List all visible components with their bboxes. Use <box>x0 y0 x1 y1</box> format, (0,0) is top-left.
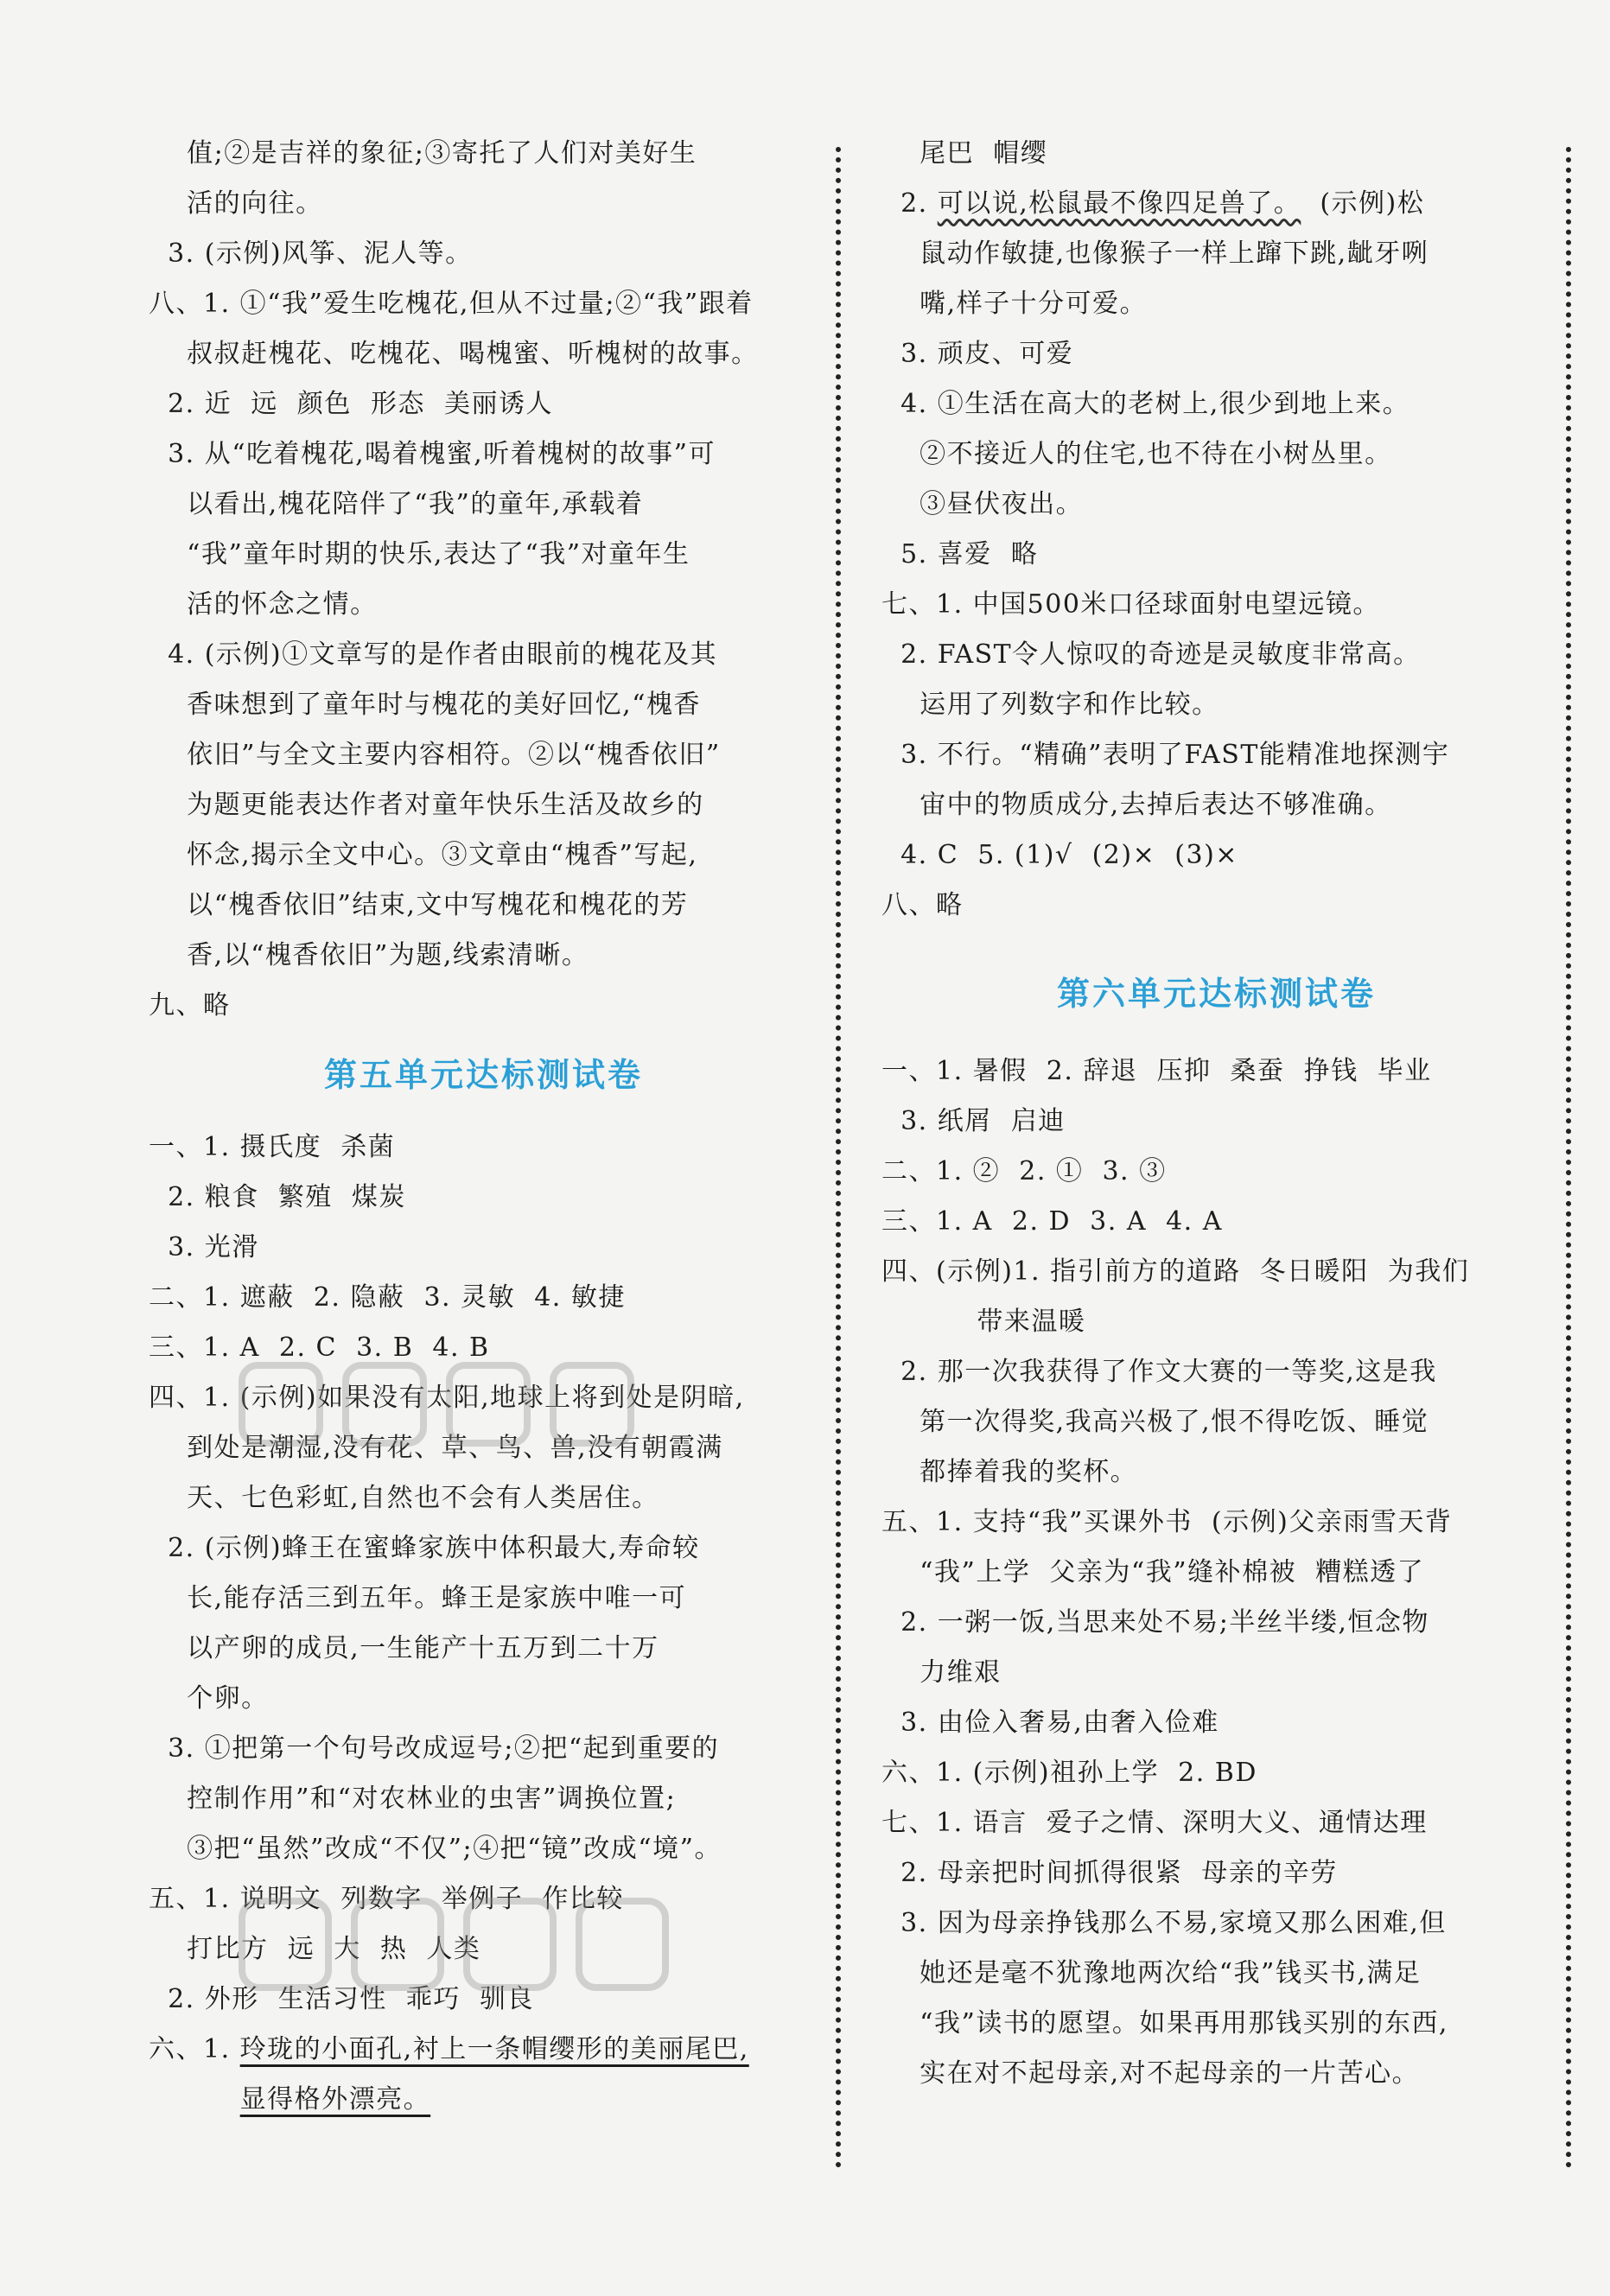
answer-line: “我”上学 父亲为“我”缝补棉被 糟糕透了 <box>881 1557 1425 1587</box>
answer-line: 3. 光滑 <box>149 1232 259 1262</box>
answer-line: 2. (示例)蜂王在蜜蜂家族中体积最大,寿命较 <box>149 1533 700 1563</box>
answer-line: 个卵。 <box>149 1683 269 1714</box>
answer-line: 二、1. ② 2. ① 3. ③ <box>881 1156 1167 1186</box>
answer-line: 5. 喜爱 略 <box>881 539 1039 569</box>
answer-line: 七、1. 语言 爱子之情、深明大义、通情达理 <box>881 1808 1428 1838</box>
answer-line: 3. 不行。“精确”表明了FAST能精准地探测宇 <box>881 740 1450 770</box>
column-divider-left <box>836 147 841 2169</box>
answer-line: 八、略 <box>881 890 964 920</box>
answer-line: 运用了列数字和作比较。 <box>881 690 1219 720</box>
answer-line: 2. 近 远 颜色 形态 美丽诱人 <box>149 389 554 419</box>
answer-line: 鼠动作敏捷,也像猴子一样上蹿下跳,龇牙咧 <box>881 239 1429 269</box>
answer-line: 带来温暖 <box>881 1307 1086 1337</box>
answer-line: 活的怀念之情。 <box>149 589 378 620</box>
answer-line: 香,以“槐香依旧”为题,线索清晰。 <box>149 940 589 970</box>
answer-prefix: 2. <box>881 188 938 219</box>
answer-line: 3. 由俭入奢易,由奢入俭难 <box>881 1708 1219 1738</box>
answer-line: ③把“虽然”改成“不仅”;④把“镜”改成“境”。 <box>149 1834 722 1864</box>
answer-line: 嘴,样子十分可爱。 <box>881 289 1148 319</box>
answer-line: 香味想到了童年时与槐花的美好回忆,“槐香 <box>149 690 702 720</box>
answer-line: 第一次得奖,我高兴极了,恨不得吃饭、睡觉 <box>881 1407 1429 1437</box>
answer-line: 以产卵的成员,一生能产十五万到二十万 <box>149 1633 659 1663</box>
column-divider-right <box>1566 147 1571 2169</box>
answer-line: 2. 粮食 繁殖 煤炭 <box>149 1182 406 1212</box>
answer-line: 三、1. A 2. C 3. B 4. B <box>149 1332 490 1363</box>
answer-line: 4. ①生活在高大的老树上,很少到地上来。 <box>881 389 1410 419</box>
answer-line: 三、1. A 2. D 3. A 4. A <box>881 1206 1223 1237</box>
answer-line: “我”童年时期的快乐,表达了“我”对童年生 <box>149 539 690 569</box>
answer-line: ②不接近人的住宅,也不待在小树丛里。 <box>881 439 1392 469</box>
answer-line: 以看出,槐花陪伴了“我”的童年,承载着 <box>149 489 644 519</box>
answer-line: 一、1. 暑假 2. 辞退 压抑 桑蚕 挣钱 毕业 <box>881 1056 1432 1086</box>
answer-line <box>149 2083 430 2117</box>
answer-line: 4. (示例)①文章写的是作者由眼前的槐花及其 <box>149 639 718 670</box>
answer-line: 3. 因为母亲挣钱那么不易,家境又那么困难,但 <box>881 1908 1447 1938</box>
answer-line: 长,能存活三到五年。蜂王是家族中唯一可 <box>149 1583 687 1613</box>
answer-line: 2. 那一次我获得了作文大赛的一等奖,这是我 <box>881 1357 1437 1387</box>
section-title-unit-5: 第五单元达标测试卷 <box>323 1055 643 1094</box>
answer-line: 3. 顽皮、可爱 <box>881 339 1074 369</box>
answer-line: 七、1. 中国500米口径球面射电望远镜。 <box>881 589 1380 620</box>
answer-line <box>881 187 1424 221</box>
answer-line: 六、1. (示例)祖孙上学 2. BD <box>881 1758 1257 1788</box>
answer-line: 2. FAST令人惊叹的奇迹是灵敏度非常高。 <box>881 639 1421 670</box>
answer-line: 都捧着我的奖杯。 <box>881 1457 1138 1487</box>
answer-line: 依旧”与全文主要内容相符。②以“槐香依旧” <box>149 740 721 770</box>
answer-line: 五、1. 说明文 列数字 举例子 作比较 <box>149 1884 624 1914</box>
answer-prefix: 六、1. <box>149 2034 240 2064</box>
answer-line: 4. C 5. (1)√ (2)× (3)× <box>881 840 1238 870</box>
answer-line: 她还是毫不犹豫地两次给“我”钱买书,满足 <box>881 1958 1422 1988</box>
answer-line: 以“槐香依旧”结束,文中写槐花和槐花的芳 <box>149 890 689 920</box>
answer-line: 四、(示例)1. 指引前方的道路 冬日暖阳 为我们 <box>881 1256 1470 1287</box>
answer-line: 3. 纸屑 启迪 <box>881 1106 1066 1136</box>
answer-line: 怀念,揭示全文中心。③文章由“槐香”写起, <box>149 840 698 870</box>
answer-line <box>149 2032 749 2067</box>
answer-line: 2. 一粥一饭,当思来处不易;半丝半缕,恒念物 <box>881 1607 1429 1638</box>
section-title-unit-6: 第六单元达标测试卷 <box>1056 974 1376 1013</box>
answer-line: 3. 从“吃着槐花,喝着槐蜜,听着槐树的故事”可 <box>149 439 716 469</box>
wavy-underlined-sentence: 可以说,松鼠最不像四足兽了。 <box>937 188 1301 219</box>
answer-line: 叔叔赶槐花、吃槐花、喝槐蜜、听槐树的故事。 <box>149 339 759 369</box>
answer-line: 3. ①把第一个句号改成逗号;②把“起到重要的 <box>149 1733 720 1764</box>
answer-line: 活的向往。 <box>149 188 323 219</box>
answer-line: 控制作用”和“对农林业的虫害”调换位置; <box>149 1784 677 1814</box>
answer-text: (示例)松 <box>1301 188 1425 219</box>
answer-line: 打比方 远 大 热 人类 <box>149 1934 481 1964</box>
answer-line: 实在对不起母亲,对不起母亲的一片苦心。 <box>881 2058 1420 2089</box>
answer-line: 尾巴 帽缨 <box>881 138 1048 169</box>
answer-line: 五、1. 支持“我”买课外书 (示例)父亲雨雪天背 <box>881 1507 1453 1537</box>
answer-line: 值;②是吉祥的象征;③寄托了人们对美好生 <box>149 138 697 169</box>
answer-line: 力维艰 <box>881 1657 1002 1688</box>
answer-line: 宙中的物质成分,去掉后表达不够准确。 <box>881 790 1392 820</box>
answer-line: 到处是潮湿,没有花、草、鸟、兽,没有朝霞满 <box>149 1433 723 1463</box>
answer-line: 八、1. ①“我”爱生吃槐花,但从不过量;②“我”跟着 <box>149 289 754 319</box>
answer-line: “我”读书的愿望。如果再用那钱买别的东西, <box>881 2008 1448 2038</box>
answer-line: 2. 外形 生活习性 乖巧 驯良 <box>149 1984 534 2014</box>
answer-line: 2. 母亲把时间抓得很紧 母亲的辛劳 <box>881 1858 1338 1888</box>
underlined-answer: 玲珑的小面孔,衬上一条帽缨形的美丽尾巴, <box>239 2034 749 2064</box>
answer-line: 一、1. 摄氏度 杀菌 <box>149 1132 396 1162</box>
answer-line: 3. (示例)风筝、泥人等。 <box>149 239 473 269</box>
answer-line: 二、1. 遮蔽 2. 隐蔽 3. 灵敏 4. 敏捷 <box>149 1282 626 1313</box>
answer-line: 四、1. (示例)如果没有太阳,地球上将到处是阴暗, <box>149 1383 745 1413</box>
answer-line: 天、七色彩虹,自然也不会有人类居住。 <box>149 1483 659 1513</box>
answer-line: ③昼伏夜出。 <box>881 489 1084 519</box>
answer-line: 九、略 <box>149 990 231 1021</box>
underlined-answer: 显得格外漂亮。 <box>239 2084 431 2115</box>
answer-line: 为题更能表达作者对童年快乐生活及故乡的 <box>149 790 704 820</box>
